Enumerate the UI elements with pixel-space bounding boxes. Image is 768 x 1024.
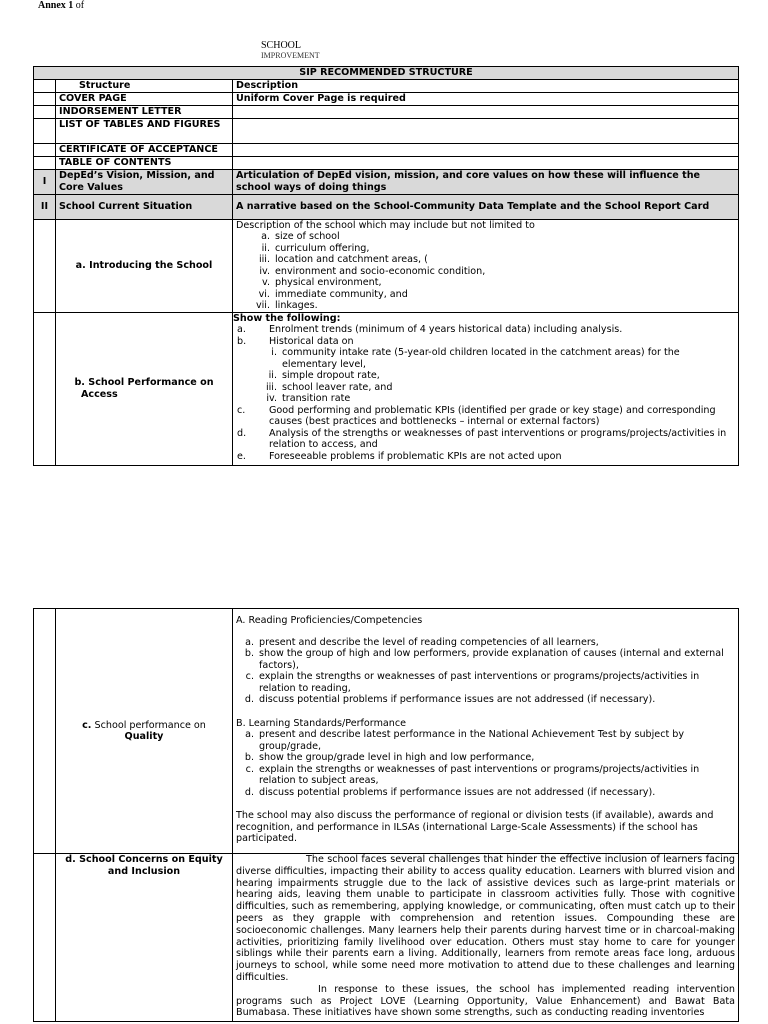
description-cell: Articulation of DepEd vision, mission, and core values on how these will influence the school ways of doing things — [233, 169, 739, 194]
table-row — [34, 854, 739, 1022]
list-item: ii. curriculum offering, — [261, 242, 370, 254]
column-header-description: Description — [233, 79, 739, 92]
quality-closing: The school may also discuss the performance of regional or division tests (if available), awards and recognition, and performance in ILSAs (international Large-Scale Assessments) if the school has participated. — [236, 810, 714, 844]
list-item: iv. transition rate — [266, 393, 351, 404]
table-row — [34, 118, 739, 143]
list-item: b. show the group/grade level in high and low performance, — [244, 752, 535, 763]
list-item: vi. immediate community, and — [258, 288, 408, 300]
column-header-structure: Structure — [56, 79, 233, 92]
structure-cell: COVER PAGE — [56, 92, 233, 105]
section-row — [34, 169, 739, 194]
equity-paragraph: In response to these issues, the school has implemented reading intervention programs such as Project LOVE (Learning Opportunity, Value Enhancement) and Bawat Bata Bumabasa. These initiatives have shown some strengths, such as conducting reading inventories — [236, 983, 735, 1019]
list-item: i. community intake rate (5-year-old children located in the catchment areas) for the elementary level, — [271, 347, 680, 370]
list-item: d. Analysis of the strengths or weaknesses of past interventions or programs/projects/activities in relation to access, and — [237, 427, 727, 450]
structure-cell: TABLE OF CONTENTS — [56, 156, 233, 169]
description-cell — [233, 156, 739, 169]
description-cell: Uniform Cover Page is required — [233, 92, 739, 105]
list-item: iii. school leaver rate, and — [265, 381, 393, 393]
table-row — [34, 105, 739, 118]
description-cell — [233, 854, 739, 1022]
table-row — [34, 609, 739, 854]
description-cell — [233, 312, 739, 465]
description-cell — [233, 609, 739, 854]
structure-cell: LIST OF TABLES AND FIGURES — [56, 118, 233, 143]
list-item: b. Historical data on — [237, 335, 354, 347]
structure-cell: DepEd’s Vision, Mission, and Core Values — [56, 169, 233, 194]
sip-structure-table-continued — [33, 608, 739, 1022]
description-cell: A narrative based on the School-Community Data Template and the School Report Card — [233, 194, 739, 219]
list-item: iii. location and catchment areas, ( — [258, 254, 428, 265]
section-b-title: B. Learning Standards/Performance — [236, 717, 407, 729]
table-row — [34, 219, 739, 312]
description-cell — [233, 143, 739, 156]
section-a-title: A. Reading Proficiencies/Competencies — [236, 615, 423, 626]
table-row — [34, 156, 739, 169]
access-lead: Show the following: — [233, 312, 341, 324]
section-row — [34, 194, 739, 219]
school-subtitle: IMPROVEMENT — [261, 51, 320, 60]
section-number: II — [34, 194, 56, 219]
list-item: d. discuss potential problems if performance issues are not addressed (if necessary). — [244, 694, 656, 705]
list-item: vii. linkages. — [255, 300, 318, 311]
intro-lead: Description of the school which may include but not limited to — [236, 219, 535, 231]
description-cell — [233, 105, 739, 118]
table-row — [34, 143, 739, 156]
table-cell — [34, 79, 56, 92]
list-item: a. present and describe the level of reading competencies of all learners, — [245, 636, 599, 648]
structure-cell: CERTIFICATE OF ACCEPTANCE — [56, 143, 233, 156]
table-title: SIP RECOMMENDED STRUCTURE — [34, 67, 739, 80]
list-item: v. physical environment, — [262, 277, 382, 288]
annex-label: Annex 1 of — [38, 0, 85, 11]
list-item: c. explain the strengths or weaknesses of past interventions or programs/projects/activities in relation to subject areas, — [245, 763, 700, 786]
structure-cell: INDORSEMENT LETTER — [56, 105, 233, 118]
structure-cell: School Current Situation — [56, 194, 233, 219]
list-item: c. Good performing and problematic KPIs (identified per grade or key stage) and corresponding causes (best practices and bottlenecks – internal or external factors) — [237, 404, 716, 427]
structure-cell: a. Introducing the School — [56, 219, 233, 312]
list-item: ii. simple dropout rate, — [268, 370, 380, 381]
school-title: SCHOOL — [261, 40, 302, 51]
list-item: c. explain the strengths or weaknesses of past interventions or programs/projects/activities in relation to reading, — [245, 671, 700, 694]
description-cell — [233, 219, 739, 312]
list-item: iv. environment and socio-economic condition, — [259, 265, 486, 277]
section-number: I — [34, 169, 56, 194]
structure-cell: c. School performance on Quality — [56, 609, 233, 854]
list-item: a. Enrolment trends (minimum of 4 years historical data) including analysis. — [237, 324, 623, 335]
list-item: b. show the group of high and low performers, provide explanation of causes (internal and external factors), — [244, 648, 724, 671]
structure-cell: b. School Performance on Access — [56, 312, 233, 465]
table-row — [34, 92, 739, 105]
list-item: d. discuss potential problems if performance issues are not addressed (if necessary). — [244, 786, 656, 798]
sip-structure-table — [33, 66, 739, 466]
list-item: a. size of school — [261, 231, 340, 242]
list-item: a. present and describe latest performance in the National Achievement Test by subject by group/grade, — [245, 729, 685, 752]
list-item: e. Foreseeable problems if problematic KPIs are not acted upon — [237, 450, 562, 462]
description-cell — [233, 118, 739, 143]
equity-paragraph: The school faces several challenges that hinder the effective inclusion of learners facing diverse difficulties, impacting their ability to access quality education. Learners with blurred vision and hearing impairments struggle due to the lack of assistive devices such as large-print materials or hearing aids, leaving them unable to participate in classroom activities fully. Those with cognitive difficulties, such as remembering, applying knowledge, or communicating, often must catch up to their peers as they grapple with comprehension and retention issues. Compounding these are socioeconomic challenges. Many learners help their parents during harvest time or in charcoal-making activities, prioritizing family livelihood over education. Others must stay home to care for younger siblings while their parents earn a living. Additionally, learners from remote areas face long, arduous journeys to school, while some need more motivation to attend due to these challenges and learning difficulties. — [236, 854, 735, 983]
table-row — [34, 312, 739, 465]
structure-cell: d. School Concerns on Equity and Inclusion — [56, 854, 233, 1022]
